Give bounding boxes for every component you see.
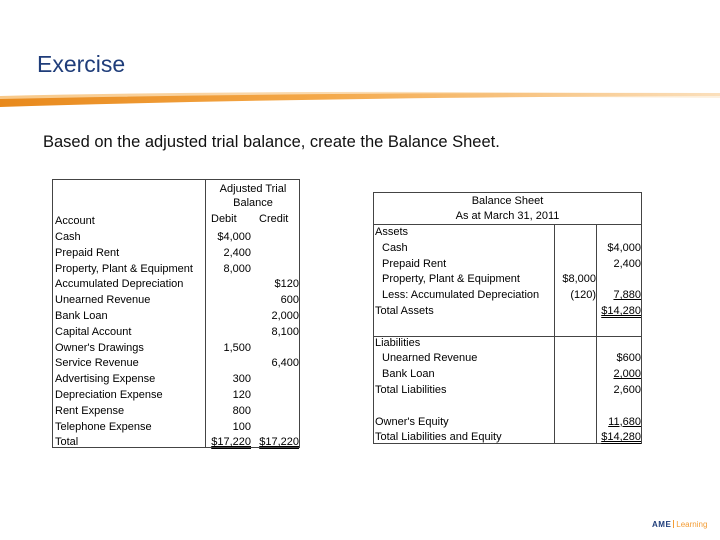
table-row: [53, 246, 299, 262]
total-amount: 7,880: [613, 289, 641, 302]
balance-sheet-title: Balance Sheet: [471, 195, 544, 207]
table-row: [53, 262, 299, 278]
list-item: [374, 430, 641, 446]
table-row: [53, 435, 299, 451]
account-header-row: [53, 214, 299, 230]
table-row: [53, 293, 299, 309]
debit-amount: 100: [232, 420, 251, 433]
list-item: [374, 272, 641, 288]
line-label: Bank Loan: [382, 368, 435, 381]
account-name: Advertising Expense: [55, 373, 156, 386]
title-swoosh-decoration: [0, 88, 720, 110]
debit-amount: 300: [232, 373, 251, 386]
list-item: [374, 383, 641, 399]
debit-amount: 8,000: [223, 262, 251, 275]
account-name: Capital Account: [55, 325, 132, 338]
account-name: Cash: [55, 231, 81, 243]
list-item: [374, 288, 641, 304]
credit-amount: 2,000: [271, 310, 299, 322]
table-row: [53, 309, 299, 325]
list-item: [374, 241, 641, 257]
balance-sheet-date: As at March 31, 2011: [455, 209, 560, 222]
line-label: Total Liabilities and Equity: [375, 431, 502, 444]
list-item: [374, 415, 641, 431]
table-row: [53, 341, 299, 357]
list-item: [374, 320, 641, 336]
table-row: [53, 356, 299, 372]
logo-brand: AME: [652, 520, 672, 529]
list-item: [374, 399, 641, 415]
list-item: [374, 257, 641, 273]
total-amount: $600: [616, 352, 641, 365]
account-name: Telephone Expense: [55, 420, 152, 433]
debit-header: Debit: [211, 213, 237, 225]
debit-amount: 800: [232, 404, 251, 417]
credit-header: Credit: [259, 213, 289, 225]
line-label: Unearned Revenue: [382, 352, 478, 365]
debit-amount: 1,500: [223, 341, 251, 354]
list-item: [374, 351, 641, 367]
logo-separator: [673, 520, 674, 528]
account-name: Rent Expense: [55, 404, 125, 417]
trial-balance-table: [52, 179, 300, 448]
credit-amount: 6,400: [271, 357, 299, 370]
ame-learning-logo: [652, 520, 707, 529]
account-name: Bank Loan: [55, 310, 108, 322]
logo-word: Learning: [676, 520, 708, 529]
table-row: [53, 230, 299, 246]
line-label: Cash: [382, 241, 408, 254]
slide-subtitle: Based on the adjusted trial balance, create the Balance Sheet.: [43, 133, 500, 151]
total-amount: $14,280: [601, 431, 641, 444]
list-item: [374, 367, 641, 383]
list-item: [374, 225, 641, 241]
account-name: Accumulated Depreciation: [55, 278, 184, 291]
account-name: Service Revenue: [55, 357, 139, 370]
account-name: Total: [55, 436, 79, 449]
total-amount: 2,600: [613, 384, 641, 396]
credit-amount: $120: [274, 278, 299, 291]
table-row: [53, 372, 299, 388]
sub-amount: (120): [570, 289, 596, 302]
list-item: [374, 336, 641, 352]
line-label: Prepaid Rent: [382, 257, 447, 270]
total-amount: 2,400: [613, 257, 641, 270]
line-label: Assets: [375, 226, 409, 238]
line-label: Liabilities: [375, 336, 421, 349]
account-name: Depreciation Expense: [55, 389, 163, 401]
line-label: Total Liabilities: [375, 384, 447, 396]
line-label: Total Assets: [375, 305, 434, 317]
table-row: [53, 420, 299, 436]
total-amount: 11,680: [608, 415, 641, 428]
table-row: [53, 404, 299, 420]
total-amount: $4,000: [607, 241, 641, 254]
balance-sheet-table: [373, 192, 642, 444]
debit-amount: 2,400: [223, 246, 251, 259]
debit-amount: $4,000: [217, 231, 251, 243]
credit-amount: 8,100: [271, 325, 299, 338]
credit-amount: 600: [280, 294, 299, 307]
balance-sheet-heading: [374, 194, 641, 223]
total-amount: $14,280: [601, 305, 641, 317]
account-name: Owner's Drawings: [55, 341, 144, 354]
line-label: Property, Plant & Equipment: [382, 273, 520, 286]
account-name: Unearned Revenue: [55, 294, 151, 307]
debit-amount: $17,220: [211, 436, 251, 449]
account-name: Property, Plant & Equipment: [55, 262, 193, 275]
total-amount: 2,000: [613, 368, 641, 381]
account-name: Prepaid Rent: [55, 246, 120, 259]
table-row: [53, 277, 299, 293]
table-row: [53, 388, 299, 404]
table-row: [53, 325, 299, 341]
sub-amount: $8,000: [562, 273, 596, 286]
list-item: [374, 304, 641, 320]
account-header: Account: [55, 215, 95, 227]
credit-amount: $17,220: [259, 436, 299, 449]
line-label: Less: Accumulated Depreciation: [382, 289, 540, 302]
slide-title: Exercise: [37, 51, 126, 77]
trial-balance-header: Adjusted Trial Balance: [219, 183, 287, 209]
line-label: Owner's Equity: [375, 415, 449, 428]
debit-amount: 120: [232, 389, 251, 401]
